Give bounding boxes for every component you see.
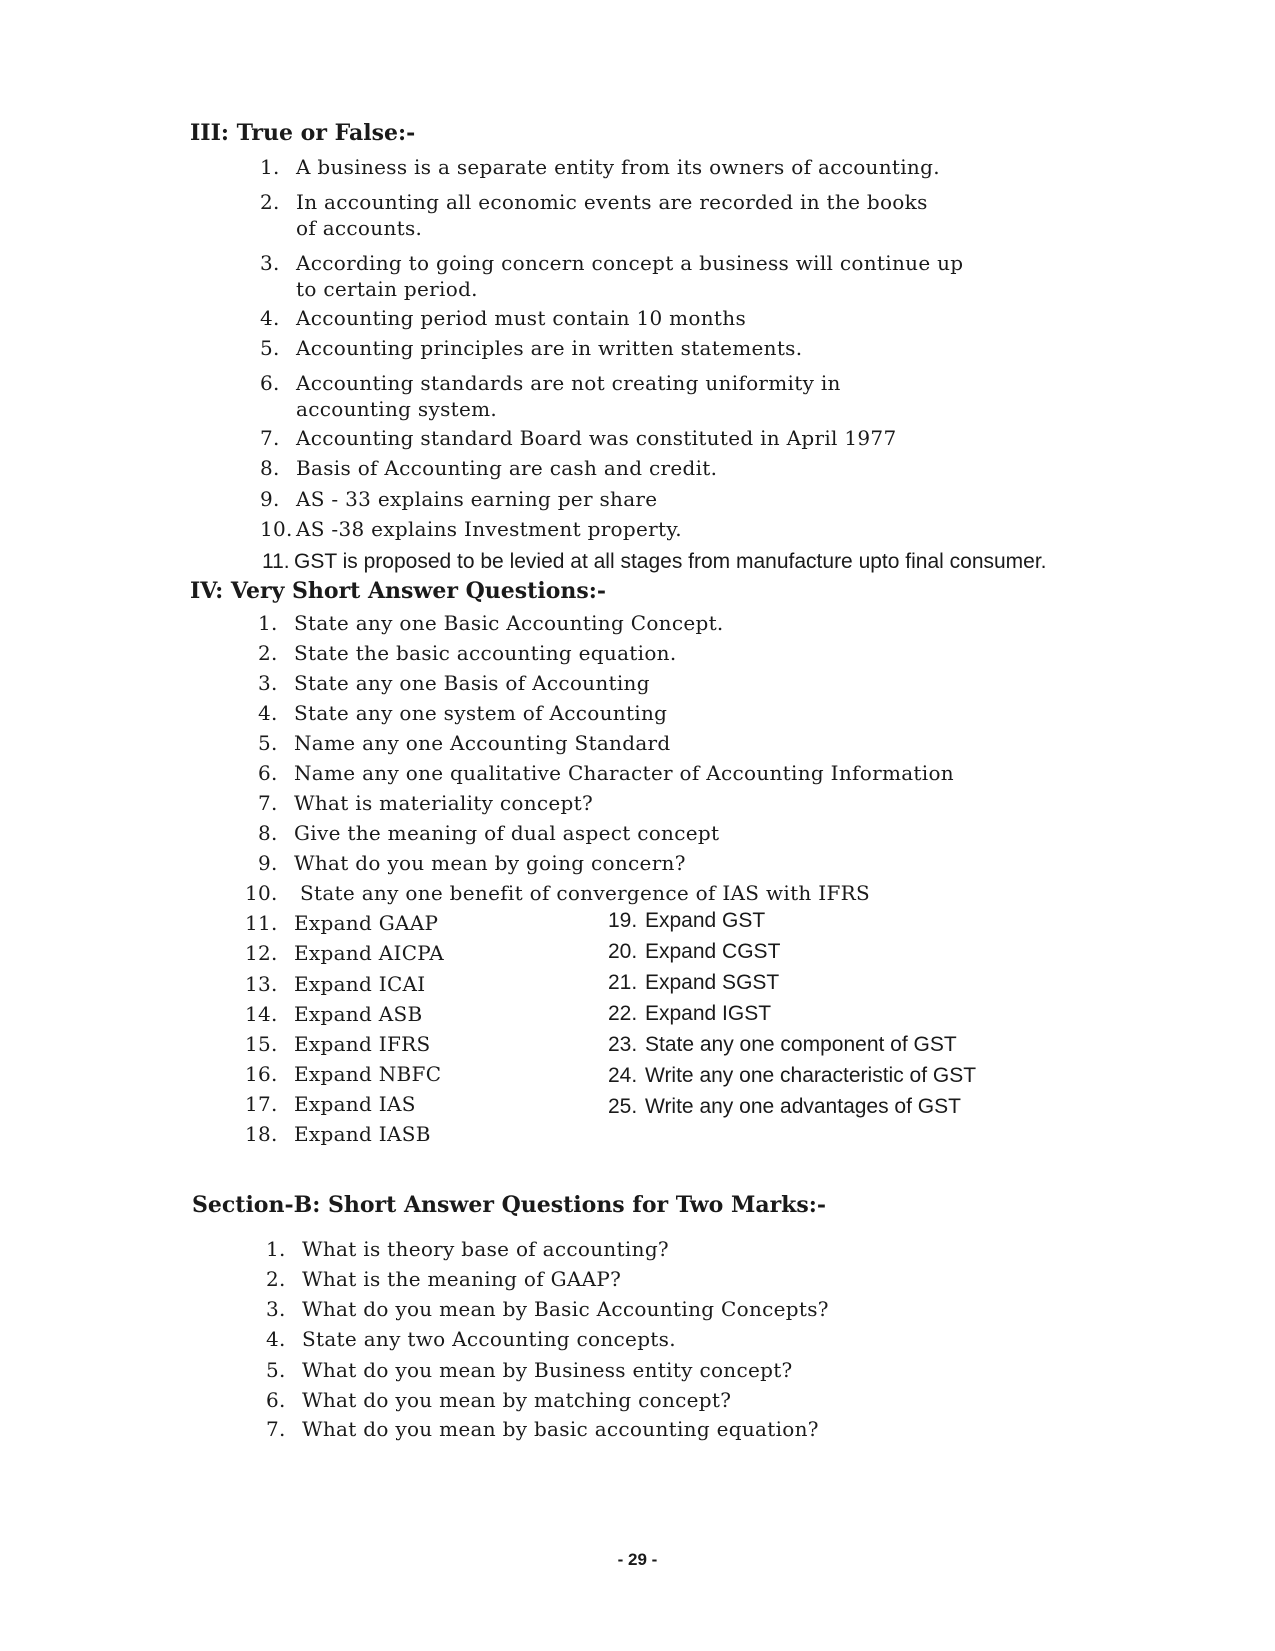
item-number: 4. (260, 306, 280, 330)
item-text: Expand NBFC (294, 1062, 442, 1086)
item-number: 12. (245, 941, 278, 965)
item-number: 1. (266, 1237, 286, 1261)
item-number: 10. (260, 517, 293, 541)
item-number: 21. (608, 971, 638, 994)
item-number: 6. (258, 761, 278, 785)
item-text: Expand IASB (294, 1122, 431, 1146)
item-text: What do you mean by basic accounting equation? (302, 1417, 819, 1441)
item-number: 1. (260, 155, 280, 179)
item-number: 7. (258, 791, 278, 815)
item-text: Accounting standards are not creating uniformity in accounting system. (296, 371, 841, 421)
item-number: 14. (245, 1002, 278, 1026)
item-text: GST is proposed to be levied at all stages from manufacture upto final consumer. (294, 550, 1047, 573)
item-text: Give the meaning of dual aspect concept (294, 821, 720, 845)
item-text: What is theory base of accounting? (302, 1237, 669, 1261)
vsa-item-15 (245, 1031, 430, 1057)
item-number: 19. (608, 909, 638, 932)
tf-item-11 (262, 549, 1047, 575)
item-number: 3. (260, 251, 280, 275)
item-text: In accounting all economic events are recorded in the books of accounts. (296, 190, 928, 240)
item-text: According to going concern concept a business will continue up to certain period. (296, 251, 964, 301)
item-text: Expand IFRS (294, 1032, 431, 1056)
item-text: Accounting period must contain 10 months (296, 306, 747, 330)
item-number: 7. (266, 1417, 286, 1441)
vsa-item-8 (258, 820, 719, 846)
item-number: 23. (608, 1033, 638, 1056)
vsa-item-24 (608, 1063, 976, 1089)
item-text: Name any one qualitative Character of Accounting Information (294, 761, 954, 785)
section-heading-true-false: III: True or False:- (190, 120, 416, 146)
vsa-item-2 (258, 640, 677, 666)
item-number: 13. (245, 972, 278, 996)
item-number: 25. (608, 1095, 638, 1118)
sb-item-1 (266, 1236, 669, 1262)
item-text: State any one component of GST (645, 1033, 957, 1056)
item-number: 22. (608, 1002, 638, 1025)
item-number: 3. (266, 1297, 286, 1321)
item-text: What do you mean by Basic Accounting Concepts? (302, 1297, 829, 1321)
sb-item-5 (266, 1357, 793, 1383)
item-text: Accounting standard Board was constituted in April 1977 (296, 426, 897, 450)
item-number: 18. (245, 1122, 278, 1146)
vsa-item-18 (245, 1121, 431, 1147)
item-text: State any one benefit of convergence of IAS with IFRS (300, 881, 870, 905)
sb-item-3 (266, 1296, 829, 1322)
item-text: State any one Basic Accounting Concept. (294, 611, 724, 635)
vsa-item-4 (258, 700, 667, 726)
item-number: 6. (266, 1388, 286, 1412)
item-number: 1. (258, 611, 278, 635)
item-text: Expand GAAP (294, 911, 439, 935)
item-number: 11. (262, 550, 290, 573)
page-number: - 29 - (617, 1550, 658, 1569)
vsa-item-7 (258, 790, 593, 816)
vsa-item-22 (608, 1001, 771, 1027)
vsa-item-10 (245, 880, 870, 906)
vsa-item-23 (608, 1032, 957, 1058)
vsa-item-5 (258, 730, 671, 756)
tf-item-6 (260, 370, 841, 422)
vsa-item-20 (608, 939, 780, 965)
vsa-item-9 (258, 850, 686, 876)
item-number: 24. (608, 1064, 638, 1087)
item-text: State any one Basis of Accounting (294, 671, 650, 695)
section-heading-very-short: IV: Very Short Answer Questions:- (190, 578, 606, 604)
item-number: 10. (245, 881, 278, 905)
item-text: State any one system of Accounting (294, 701, 668, 725)
tf-item-10 (260, 516, 682, 542)
item-text: Expand IGST (645, 1002, 772, 1025)
item-number: 4. (258, 701, 278, 725)
item-text: What is the meaning of GAAP? (302, 1267, 622, 1291)
vsa-item-1 (258, 610, 724, 636)
item-text: AS - 33 explains earning per share (296, 487, 658, 511)
sb-item-2 (266, 1266, 621, 1292)
item-number: 2. (260, 190, 280, 214)
tf-item-8 (260, 455, 717, 481)
item-number: 7. (260, 426, 280, 450)
tf-item-7 (260, 425, 896, 451)
item-number: 16. (245, 1062, 278, 1086)
sb-item-7 (266, 1416, 819, 1442)
item-text: State the basic accounting equation. (294, 641, 677, 665)
item-text: Expand GST (645, 909, 766, 932)
tf-item-1 (260, 154, 940, 180)
item-number: 9. (260, 487, 280, 511)
vsa-item-12 (245, 940, 444, 966)
item-text: Write any one characteristic of GST (645, 1064, 977, 1087)
item-number: 17. (245, 1092, 278, 1116)
item-number: 15. (245, 1032, 278, 1056)
item-text: Basis of Accounting are cash and credit. (296, 456, 718, 480)
item-text: Expand ASB (294, 1002, 423, 1026)
tf-item-9 (260, 486, 657, 512)
vsa-item-21 (608, 970, 779, 996)
item-number: 6. (260, 371, 280, 395)
item-number: 20. (608, 940, 638, 963)
tf-item-5 (260, 335, 802, 361)
vsa-item-13 (245, 971, 426, 997)
item-text: Expand CGST (645, 940, 781, 963)
tf-item-3 (260, 250, 963, 302)
item-number: 8. (260, 456, 280, 480)
sb-item-4 (266, 1326, 676, 1352)
item-number: 4. (266, 1327, 286, 1351)
vsa-item-16 (245, 1061, 441, 1087)
item-text: What is materiality concept? (294, 791, 594, 815)
item-text: Name any one Accounting Standard (294, 731, 671, 755)
item-number: 5. (266, 1358, 286, 1382)
item-text: Expand AICPA (294, 941, 444, 965)
item-number: 8. (258, 821, 278, 845)
item-number: 2. (266, 1267, 286, 1291)
item-text: Expand SGST (645, 971, 780, 994)
item-text: Accounting principles are in written statements. (296, 336, 803, 360)
item-text: What do you mean by Business entity concept? (302, 1358, 793, 1382)
vsa-item-6 (258, 760, 954, 786)
item-number: 11. (245, 911, 278, 935)
vsa-item-19 (608, 908, 765, 934)
item-number: 2. (258, 641, 278, 665)
item-number: 3. (258, 671, 278, 695)
tf-item-4 (260, 305, 746, 331)
item-text: Expand ICAI (294, 972, 426, 996)
item-text: AS -38 explains Investment property. (296, 517, 682, 541)
item-text: State any two Accounting concepts. (302, 1327, 676, 1351)
item-text: A business is a separate entity from its owners of accounting. (296, 155, 940, 179)
vsa-item-25 (608, 1094, 961, 1120)
item-number: 5. (258, 731, 278, 755)
item-number: 5. (260, 336, 280, 360)
tf-item-2 (260, 189, 928, 241)
vsa-item-11 (245, 910, 438, 936)
item-text: Write any one advantages of GST (645, 1095, 961, 1118)
sb-item-6 (266, 1387, 731, 1413)
item-text: What do you mean by matching concept? (302, 1388, 732, 1412)
item-number: 9. (258, 851, 278, 875)
item-text: What do you mean by going concern? (294, 851, 686, 875)
vsa-item-14 (245, 1001, 423, 1027)
item-text: Expand IAS (294, 1092, 416, 1116)
section-heading-section-b: Section-B: Short Answer Questions for Two Marks:- (192, 1192, 827, 1218)
vsa-item-17 (245, 1091, 416, 1117)
vsa-item-3 (258, 670, 650, 696)
